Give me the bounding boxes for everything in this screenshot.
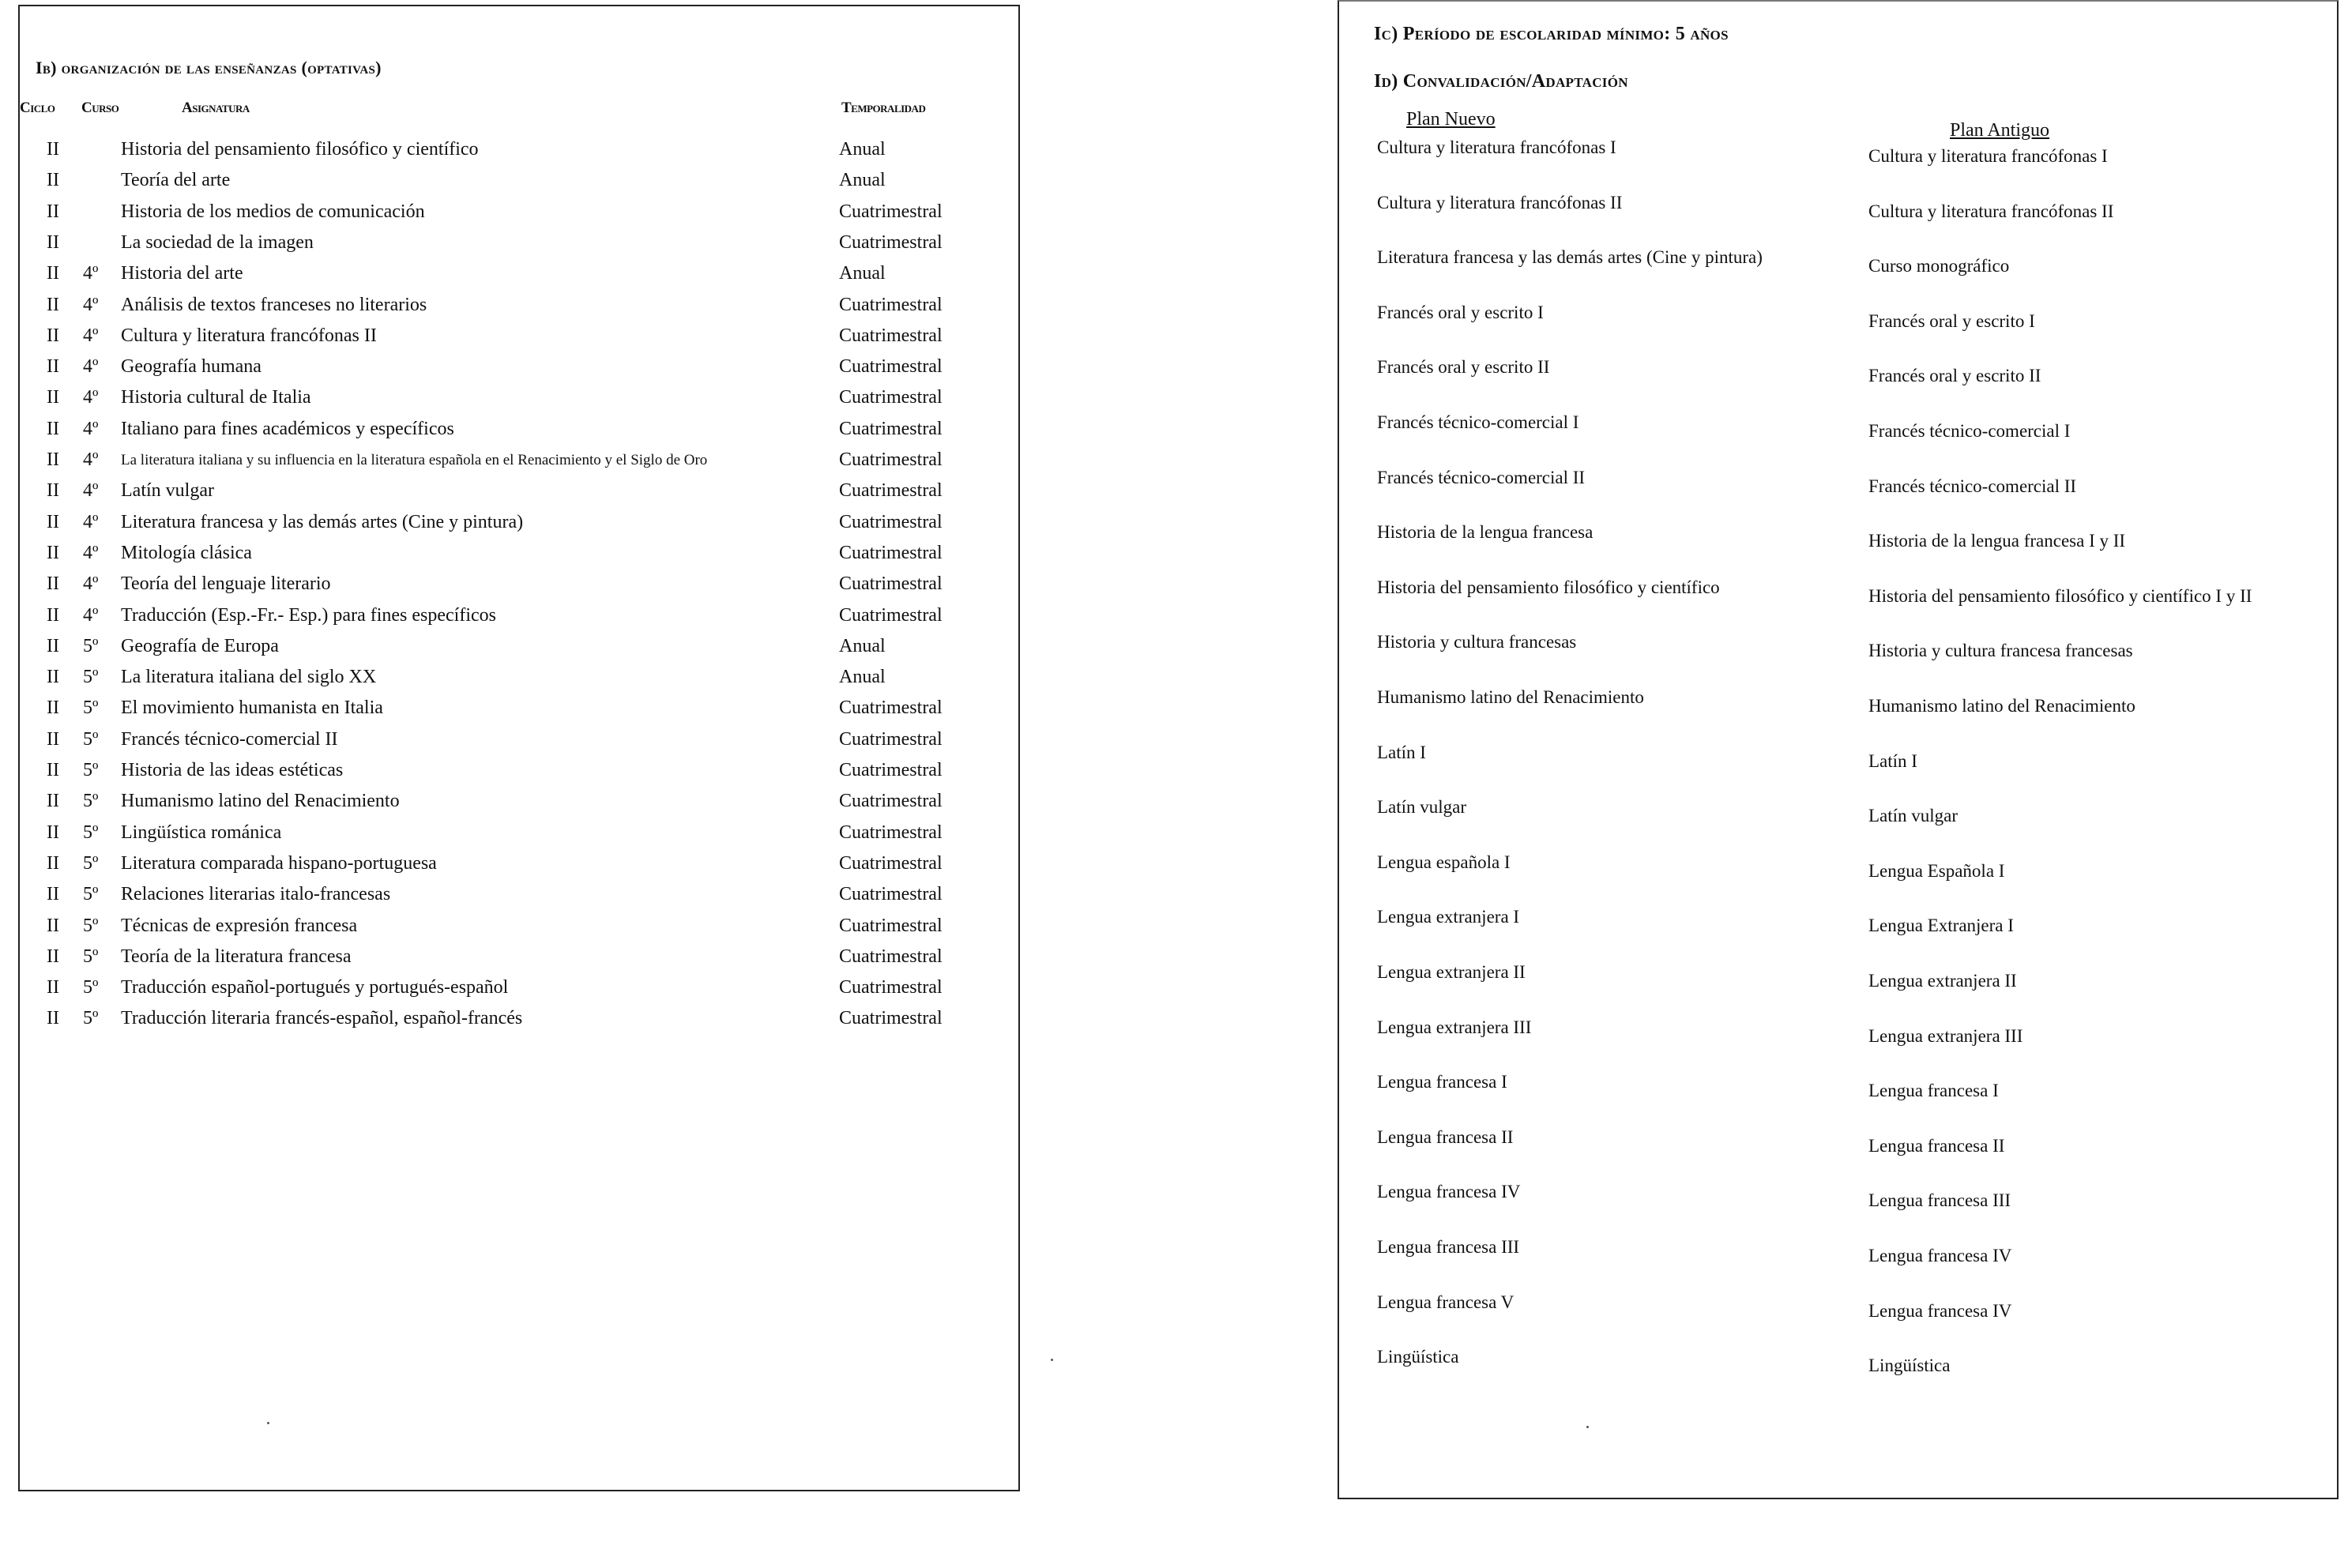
plan-antiguo-subject: Francés oral y escrito I (1868, 310, 2035, 331)
plan-nuevo-subject: Lengua francesa III (1377, 1237, 1520, 1257)
cell-asignatura: Humanismo latino del Renacimiento (121, 791, 400, 812)
cell-ciclo: II (47, 449, 59, 470)
cell-curso: 5º (83, 884, 99, 905)
cell-ciclo: II (47, 356, 59, 378)
column-header-plan-antiguo: Plan Antiguo (1950, 120, 2050, 141)
cell-asignatura: Geografía de Europa (121, 635, 279, 656)
plan-antiguo-subject: Latín vulgar (1868, 806, 1959, 826)
table-row (20, 512, 1007, 542)
cell-asignatura: El movimiento humanista en Italia (121, 698, 383, 719)
plan-nuevo-subject: Cultura y literatura francófonas I (1377, 137, 1616, 157)
plan-antiguo-subject: Cultura y literatura francófonas II (1868, 201, 2114, 221)
cell-temporalidad: Cuatrimestral (839, 915, 943, 936)
cell-curso: 4º (83, 356, 99, 378)
cell-asignatura: Historia de las ideas estéticas (121, 760, 344, 780)
section-title-convalidacion: Id) Convalidación/Adaptación (1374, 71, 1628, 92)
cell-asignatura: Traducción literaria francés-español, español-francés (121, 1008, 523, 1029)
cell-temporalidad: Cuatrimestral (839, 387, 943, 408)
plan-antiguo-subject: Lingüística (1868, 1356, 1951, 1376)
convalidacion-row (1339, 412, 2335, 460)
table-row (20, 263, 1007, 293)
cell-temporalidad: Cuatrimestral (839, 822, 943, 843)
cell-ciclo: II (47, 325, 59, 346)
plan-antiguo-subject: Lengua Española I (1868, 860, 2005, 881)
cell-temporalidad: Anual (839, 170, 886, 191)
cell-asignatura: Historia del arte (121, 263, 243, 284)
cell-temporalidad: Cuatrimestral (839, 418, 943, 439)
cell-asignatura: Literatura francesa y las demás artes (Cine y pintura) (121, 511, 524, 532)
cell-asignatura: Mitología clásica (121, 542, 252, 563)
cell-curso: 5º (83, 728, 99, 750)
table-row (20, 916, 1007, 946)
plan-nuevo-subject: Francés técnico-comercial II (1377, 467, 1586, 487)
cell-curso: 4º (83, 418, 99, 439)
cell-curso: 4º (83, 511, 99, 532)
plan-antiguo-subject: Lengua Extranjera I (1868, 916, 2014, 936)
cell-curso: 4º (83, 573, 99, 595)
convalidacion-row (1339, 1292, 2335, 1340)
plan-nuevo-subject: Lengua francesa IV (1377, 1182, 1521, 1202)
cell-ciclo: II (47, 480, 59, 502)
cell-curso: 4º (83, 325, 99, 346)
cell-asignatura: Teoría del arte (121, 170, 231, 191)
cell-temporalidad: Cuatrimestral (839, 760, 943, 780)
plan-antiguo-subject: Historia de la lengua francesa I y II (1868, 531, 2126, 551)
cell-curso: 4º (83, 263, 99, 284)
cell-ciclo: II (47, 1008, 59, 1029)
cell-ciclo: II (47, 263, 59, 284)
column-header-curso: Curso (81, 100, 119, 116)
plan-antiguo-subject: Francés técnico-comercial II (1868, 476, 2077, 496)
convalidacion-row (1339, 522, 2335, 570)
cell-temporalidad: Cuatrimestral (839, 791, 943, 812)
convalidacion-row (1339, 1072, 2335, 1119)
scan-speck (1586, 1426, 1589, 1428)
table-row (20, 387, 1007, 417)
cell-ciclo: II (47, 977, 59, 998)
plan-antiguo-subject: Historia del pensamiento filosófico y científico I y II (1868, 585, 2252, 606)
cell-temporalidad: Cuatrimestral (839, 604, 943, 626)
cell-temporalidad: Cuatrimestral (839, 977, 943, 998)
plan-antiguo-subject: Historia y cultura francesa francesas (1868, 641, 2133, 661)
cell-temporalidad: Cuatrimestral (839, 698, 943, 719)
section-title-optativas: Ib) organización de las enseñanzas (optativas) (36, 58, 382, 77)
plan-antiguo-subject: Francés técnico-comercial I (1868, 421, 2071, 441)
cell-ciclo: II (47, 760, 59, 780)
convalidacion-row (1339, 852, 2335, 900)
cell-curso: 4º (83, 542, 99, 563)
table-row (20, 667, 1007, 697)
cell-ciclo: II (47, 294, 59, 315)
cell-temporalidad: Cuatrimestral (839, 356, 943, 378)
cell-asignatura: Teoría de la literatura francesa (121, 946, 352, 967)
table-row (20, 760, 1007, 790)
cell-asignatura: La literatura italiana y su influencia en la literatura española en el Renacimiento y el Siglo de Oro (121, 452, 708, 468)
cell-ciclo: II (47, 822, 59, 843)
convalidacion-row (1339, 797, 2335, 844)
table-row (20, 449, 1007, 479)
convalidacion-row (1339, 632, 2335, 679)
table-row (20, 480, 1007, 510)
cell-temporalidad: Anual (839, 667, 886, 688)
plan-nuevo-subject: Francés técnico-comercial I (1377, 412, 1579, 432)
plan-antiguo-subject: Lengua francesa I (1868, 1081, 1999, 1101)
cell-asignatura: Cultura y literatura francófonas II (121, 325, 377, 346)
convalidacion-row (1339, 962, 2335, 1010)
cell-asignatura: La sociedad de la imagen (121, 231, 314, 253)
cell-curso: 5º (83, 760, 99, 780)
table-row (20, 139, 1007, 169)
column-header-plan-nuevo: Plan Nuevo (1406, 109, 1496, 130)
plan-nuevo-subject: Cultura y literatura francófonas II (1377, 192, 1623, 212)
cell-ciclo: II (47, 418, 59, 439)
column-header-ciclo: Ciclo (20, 100, 55, 116)
cell-temporalidad: Cuatrimestral (839, 449, 943, 470)
convalidacion-row (1339, 687, 2335, 735)
plan-antiguo-subject: Humanismo latino del Renacimiento (1868, 696, 2135, 716)
table-row (20, 822, 1007, 852)
table-row (20, 325, 1007, 355)
cell-ciclo: II (47, 915, 59, 936)
cell-curso: 5º (83, 946, 99, 967)
table-row (20, 201, 1007, 231)
plan-nuevo-subject: Literatura francesa y las demás artes (Cine y pintura) (1377, 247, 1763, 268)
cell-temporalidad: Cuatrimestral (839, 884, 943, 905)
plan-antiguo-subject: Lengua extranjera III (1868, 1025, 2023, 1046)
plan-nuevo-subject: Lengua extranjera II (1377, 962, 1526, 982)
convalidacion-row (1339, 1237, 2335, 1284)
cell-ciclo: II (47, 728, 59, 750)
plan-nuevo-subject: Lengua española I (1377, 852, 1511, 872)
table-row (20, 884, 1007, 914)
plan-nuevo-subject: Humanismo latino del Renacimiento (1377, 687, 1644, 707)
convalidacion-row (1339, 303, 2335, 350)
convalidacion-row (1339, 247, 2335, 295)
cell-ciclo: II (47, 946, 59, 967)
cell-asignatura: La literatura italiana del siglo XX (121, 667, 377, 688)
cell-temporalidad: Anual (839, 263, 886, 284)
convalidacion-row (1339, 1182, 2335, 1229)
plan-nuevo-subject: Lengua francesa I (1377, 1072, 1507, 1092)
plan-nuevo-subject: Historia y cultura francesas (1377, 632, 1577, 652)
cell-curso: 4º (83, 449, 99, 470)
cell-curso: 5º (83, 667, 99, 688)
convalidacion-row (1339, 743, 2335, 790)
convalidacion-row (1339, 468, 2335, 515)
table-row (20, 853, 1007, 883)
cell-ciclo: II (47, 698, 59, 719)
cell-temporalidad: Cuatrimestral (839, 852, 943, 874)
cell-asignatura: Italiano para fines académicos y específicos (121, 418, 454, 439)
table-row (20, 946, 1007, 976)
cell-ciclo: II (47, 201, 59, 222)
table-row (20, 419, 1007, 449)
cell-temporalidad: Cuatrimestral (839, 1008, 943, 1029)
column-header-asignatura: Asignatura (182, 100, 250, 116)
cell-asignatura: Lingüística románica (121, 822, 282, 843)
table-row (20, 543, 1007, 573)
cell-temporalidad: Cuatrimestral (839, 511, 943, 532)
cell-ciclo: II (47, 573, 59, 595)
plan-antiguo-subject: Lengua extranjera II (1868, 971, 2017, 991)
cell-asignatura: Francés técnico-comercial II (121, 728, 338, 750)
section-title-escolaridad: Ic) Período de escolaridad mínimo: 5 años (1374, 24, 1729, 44)
cell-curso: 5º (83, 822, 99, 843)
cell-asignatura: Traducción (Esp.-Fr.- Esp.) para fines específicos (121, 604, 496, 626)
table-row (20, 791, 1007, 821)
cell-temporalidad: Cuatrimestral (839, 480, 943, 502)
cell-ciclo: II (47, 387, 59, 408)
cell-temporalidad: Cuatrimestral (839, 946, 943, 967)
cell-ciclo: II (47, 604, 59, 626)
cell-asignatura: Traducción español-portugués y portugués-español (121, 977, 509, 998)
table-row (20, 356, 1007, 386)
cell-asignatura: Historia del pensamiento filosófico y científico (121, 139, 479, 160)
convalidacion-row (1339, 907, 2335, 954)
convalidacion-row (1339, 1127, 2335, 1175)
cell-asignatura: Literatura comparada hispano-portuguesa (121, 852, 437, 874)
cell-ciclo: II (47, 791, 59, 812)
cell-asignatura: Historia de los medios de comunicación (121, 201, 425, 222)
plan-nuevo-subject: Lengua francesa V (1377, 1292, 1515, 1312)
cell-curso: 4º (83, 604, 99, 626)
right-page (1338, 0, 2339, 1499)
cell-temporalidad: Cuatrimestral (839, 325, 943, 346)
cell-temporalidad: Anual (839, 635, 886, 656)
cell-asignatura: Historia cultural de Italia (121, 387, 311, 408)
cell-temporalidad: Cuatrimestral (839, 728, 943, 750)
scan-speck (267, 1422, 269, 1424)
table-row (20, 573, 1007, 604)
plan-nuevo-subject: Lengua extranjera III (1377, 1017, 1532, 1037)
cell-ciclo: II (47, 139, 59, 160)
cell-ciclo: II (47, 635, 59, 656)
cell-curso: 4º (83, 387, 99, 408)
convalidacion-row (1339, 193, 2335, 240)
plan-antiguo-subject: Cultura y literatura francófonas I (1868, 146, 2108, 166)
cell-curso: 5º (83, 698, 99, 719)
plan-antiguo-subject: Curso monográfico (1868, 256, 2010, 276)
table-row (20, 636, 1007, 666)
column-header-temporalidad: Temporalidad (841, 100, 926, 116)
table-row (20, 232, 1007, 262)
convalidacion-row (1339, 1017, 2335, 1065)
cell-ciclo: II (47, 542, 59, 563)
cell-asignatura: Geografía humana (121, 356, 262, 378)
table-row (20, 295, 1007, 325)
scan-speck (1051, 1359, 1053, 1361)
plan-nuevo-subject: Francés oral y escrito I (1377, 302, 1544, 322)
cell-curso: 5º (83, 915, 99, 936)
plan-nuevo-subject: Latín vulgar (1377, 797, 1467, 818)
plan-antiguo-subject: Lengua francesa IV (1868, 1300, 2012, 1321)
cell-asignatura: Análisis de textos franceses no literarios (121, 294, 427, 315)
plan-nuevo-subject: Lengua extranjera I (1377, 907, 1520, 927)
plan-antiguo-subject: Latín I (1868, 750, 1917, 771)
cell-curso: 5º (83, 852, 99, 874)
cell-asignatura: Latín vulgar (121, 480, 214, 502)
cell-curso: 5º (83, 635, 99, 656)
plan-antiguo-subject: Lengua francesa IV (1868, 1246, 2012, 1265)
plan-nuevo-subject: Historia de la lengua francesa (1377, 522, 1594, 543)
cell-curso: 4º (83, 480, 99, 502)
cell-ciclo: II (47, 231, 59, 253)
cell-temporalidad: Cuatrimestral (839, 542, 943, 563)
plan-nuevo-subject: Francés oral y escrito II (1377, 357, 1550, 378)
table-row (20, 977, 1007, 1007)
cell-ciclo: II (47, 511, 59, 532)
table-row (20, 170, 1007, 200)
convalidacion-row (1339, 1347, 2335, 1394)
convalidacion-row (1339, 357, 2335, 404)
cell-temporalidad: Cuatrimestral (839, 231, 943, 253)
cell-temporalidad: Cuatrimestral (839, 201, 943, 222)
cell-asignatura: Técnicas de expresión francesa (121, 915, 358, 936)
cell-curso: 5º (83, 791, 99, 812)
cell-curso: 5º (83, 977, 99, 998)
cell-ciclo: II (47, 170, 59, 191)
plan-nuevo-subject: Historia del pensamiento filosófico y científico (1377, 577, 1720, 597)
convalidacion-row (1339, 577, 2335, 625)
convalidacion-row (1339, 137, 2335, 185)
cell-ciclo: II (47, 884, 59, 905)
cell-curso: 4º (83, 294, 99, 315)
table-row (20, 729, 1007, 759)
cell-asignatura: Relaciones literarias italo-francesas (121, 884, 391, 905)
plan-nuevo-subject: Lengua francesa II (1377, 1126, 1514, 1147)
cell-curso: 5º (83, 1008, 99, 1029)
plan-nuevo-subject: Latín I (1377, 742, 1426, 762)
cell-temporalidad: Cuatrimestral (839, 294, 943, 315)
plan-antiguo-subject: Francés oral y escrito II (1868, 366, 2041, 386)
cell-ciclo: II (47, 852, 59, 874)
cell-temporalidad: Anual (839, 139, 886, 160)
plan-antiguo-subject: Lengua francesa III (1868, 1190, 2011, 1211)
table-row (20, 605, 1007, 635)
cell-temporalidad: Cuatrimestral (839, 573, 943, 595)
plan-nuevo-subject: Lingüística (1377, 1347, 1459, 1367)
table-row (20, 698, 1007, 728)
plan-antiguo-subject: Lengua francesa II (1868, 1135, 2005, 1156)
table-row (20, 1008, 1007, 1038)
cell-ciclo: II (47, 667, 59, 688)
cell-asignatura: Teoría del lenguaje literario (121, 573, 331, 595)
left-page (18, 5, 1020, 1491)
